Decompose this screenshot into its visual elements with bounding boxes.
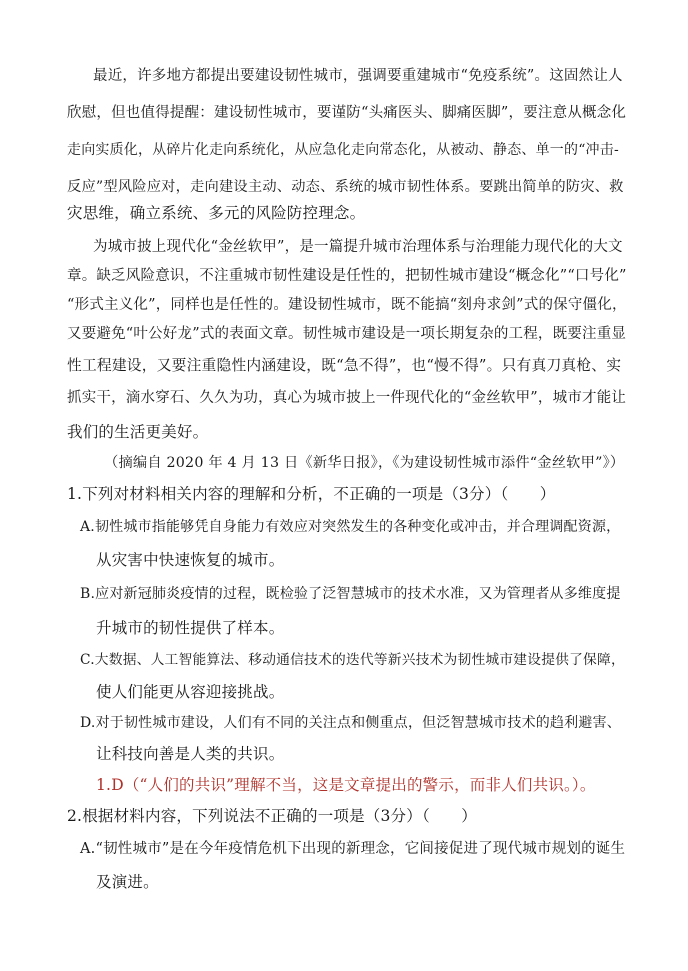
passage-p1-line-5: 灾思维，确立系统、多元的风险防控理念。 xyxy=(67,204,366,222)
question-2-option-a-line-1: A.“韧性城市”是在今年疫情危机下出现的新理念，它间接促进了现代城市规划的诞生 xyxy=(80,841,626,857)
passage-p2-line-7: 我们的生活更美好。 xyxy=(67,423,209,441)
question-1-option-a-line-2: 从灾害中快速恢复的城市。 xyxy=(96,551,285,569)
passage-p2-line-6: 抓实干，滴水穿石、久久为功，真心为城市披上一件现代化的“金丝软甲”，城市才能让 xyxy=(67,390,627,406)
question-1-option-a-line-1: A.韧性城市指能够凭自身能力有效应对突然发生的各种变化或冲击，并合理调配资源， xyxy=(80,519,621,535)
passage-p1-line-2: 欣慰，但也值得提醒：建设韧性城市，要谨防“头痛医头、脚痛医脚”，要注意从概念化 xyxy=(67,105,627,121)
passage-p1-line-4: 反应”型风险应对，走向建设主动、动态、系统的城市韧性体系。要跳出简单的防灾、救 xyxy=(67,179,624,195)
question-1-answer: 1.D（“人们的共识”理解不当，这是文章提出的警示，而非人们共识。）。 xyxy=(96,776,596,794)
passage-p1-line-3: 走向实质化，从碎片化走向系统化，从应急化走向常态化，从被动、静态、单一的“冲击- xyxy=(67,142,619,158)
passage-p2-line-3: “形式主义化”，同样也是任性的。建设韧性城市，既不能搞“刻舟求剑”式的保守僵化， xyxy=(67,297,627,313)
question-1-option-b-line-1: B.应对新冠肺炎疫情的过程，既检验了泛智慧城市的技术水准，又为管理者从多维度提 xyxy=(80,586,621,602)
passage-p1-line-1: 最近，许多地方都提出要建设韧性城市，强调要重建城市“免疫系统”。这固然让人 xyxy=(93,68,623,84)
source-citation: （摘编自 2020 年 4 月 13 日《新华日报》，《为建设韧性城市添件“金丝软甲”》） xyxy=(104,455,625,471)
question-1-option-d-line-2: 让科技向善是人类的共识。 xyxy=(96,745,285,763)
question-1-option-c-line-2: 使人们能更从容迎接挑战。 xyxy=(96,683,285,701)
passage-p2-line-2: 章。缺乏风险意识，不注重城市韧性建设是任性的，把韧性城市建设“概念化”“口号化” xyxy=(67,268,627,284)
question-2-option-a-line-2: 及演进。 xyxy=(96,873,159,891)
passage-p2-line-4: 又要避免“叶公好龙”式的表面文章。韧性城市建设是一项长期复杂的工程，既要注重显 xyxy=(67,326,627,342)
passage-p2-line-1: 为城市披上现代化“金丝软甲”，是一篇提升城市治理体系与治理能力现代化的大文 xyxy=(93,239,623,255)
question-1-option-d-line-1: D.对于韧性城市建设，人们有不同的关注点和侧重点，但泛智慧城市技术的趋利避害、 xyxy=(80,715,621,731)
question-1-stem: 1.下列对材料相关内容的理解和分析，不正确的一项是（3分）（ ） xyxy=(67,485,556,503)
question-1-option-b-line-2: 升城市的韧性提供了样本。 xyxy=(96,619,285,637)
passage-p2-line-5: 性工程建设，又要注重隐性内涵建设，既“急不得”，也“慢不得”。只有真刀真枪、实 xyxy=(67,357,622,374)
question-2-stem: 2.根据材料内容，下列说法不正确的一项是（3分）（ ） xyxy=(67,807,478,825)
question-1-option-c-line-1: C.大数据、人工智能算法、移动通信技术的迭代等新兴技术为韧性城市建设提供了保障， xyxy=(80,652,625,668)
